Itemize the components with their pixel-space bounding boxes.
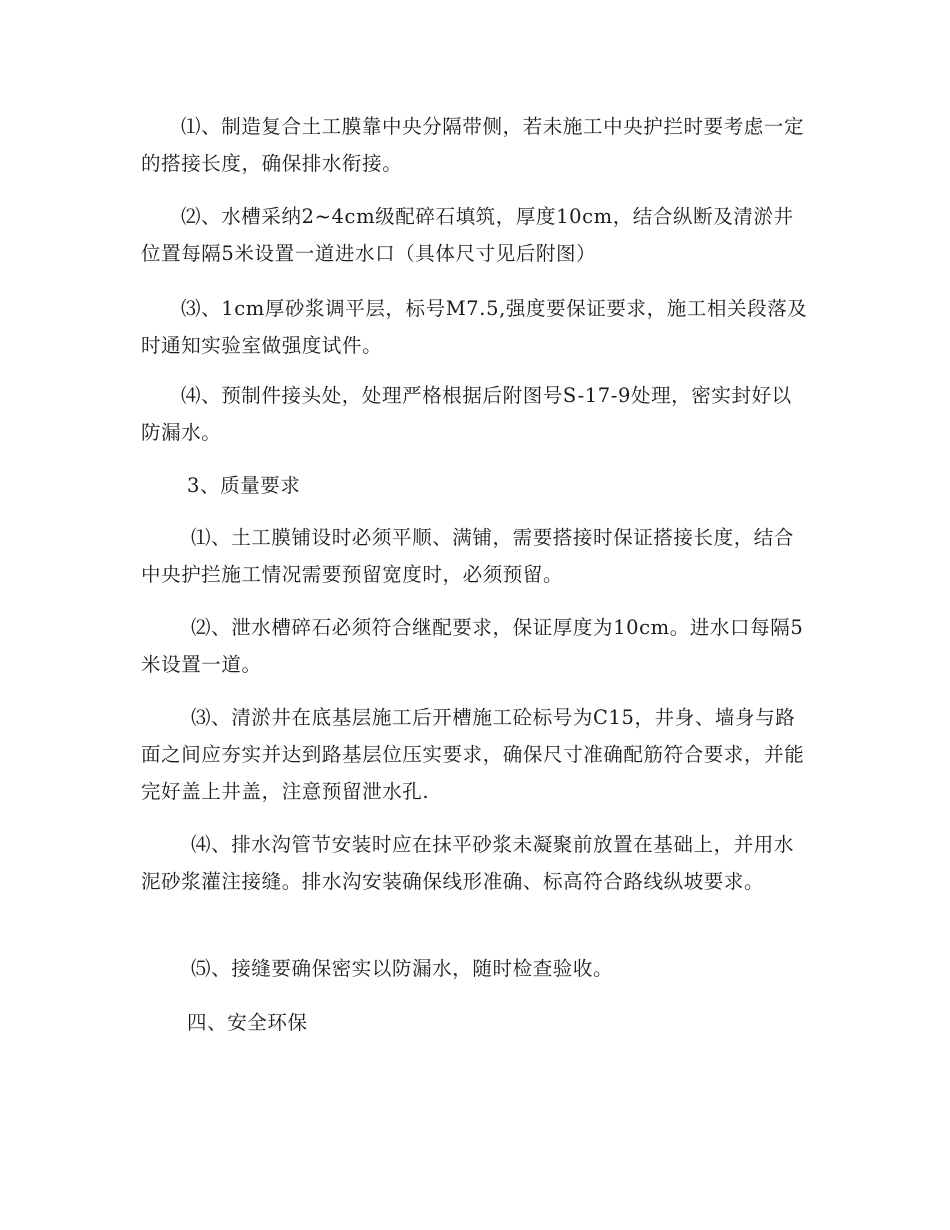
paragraph-quality-1-geomembrane: ⑴、土工膜铺设时必须平顺、满铺，需要搭接时保证搭接长度，结合中央护拦施工情况需要预留宽度时，必须预留。 [141,526,795,586]
section-heading-safety-environment: 四、安全环保 [187,1011,308,1034]
paragraph-1-composite-geomembrane: ⑴、制造复合土工膜靠中央分隔带侧，若未施工中央护拦时要考虑一定的搭接长度，确保排水衔接。 [141,115,805,175]
paragraph-quality-4-drainage-ditch: ⑷、排水沟管节安装时应在抹平砂浆未凝聚前放置在基础上，并用水泥砂浆灌注接缝。排水沟安装确保线形准确、标高符合路线纵坡要求。 [141,833,795,893]
paragraph-4-prefab-joints: ⑷、预制件接头处，处理严格根据后附图号S-17-9处理，密实封好以防漏水。 [141,384,792,444]
paragraph-quality-5-joints: ⑸、接缝要确保密实以防漏水，随时检查验收。 [191,957,614,980]
paragraph-quality-2-gravel: ⑵、泄水槽碎石必须符合继配要求，保证厚度为10cm。进水口每隔5米设置一道。 [141,616,804,676]
paragraph-quality-3-cleaning-well: ⑶、清淤井在底基层施工后开槽施工砼标号为C15，井身、墙身与路面之间应夯实并达到路基层位压实要求，确保尺寸准确配筋符合要求，并能完好盖上井盖，注意预留泄水孔. [141,706,805,803]
paragraph-2-drainage-trough: ⑵、水槽采纳2~4cm级配碎石填筑，厚度10cm，结合纵断及清淤井位置每隔5米设置一道进水口（具体尺寸见后附图） [141,205,794,265]
section-heading-quality-requirements: 3、质量要求 [187,474,301,497]
paragraph-3-mortar-leveling: ⑶、1cm厚砂浆调平层，标号M7.5,强度要保证要求，施工相关段落及时通知实验室做强度试件。 [141,297,808,357]
